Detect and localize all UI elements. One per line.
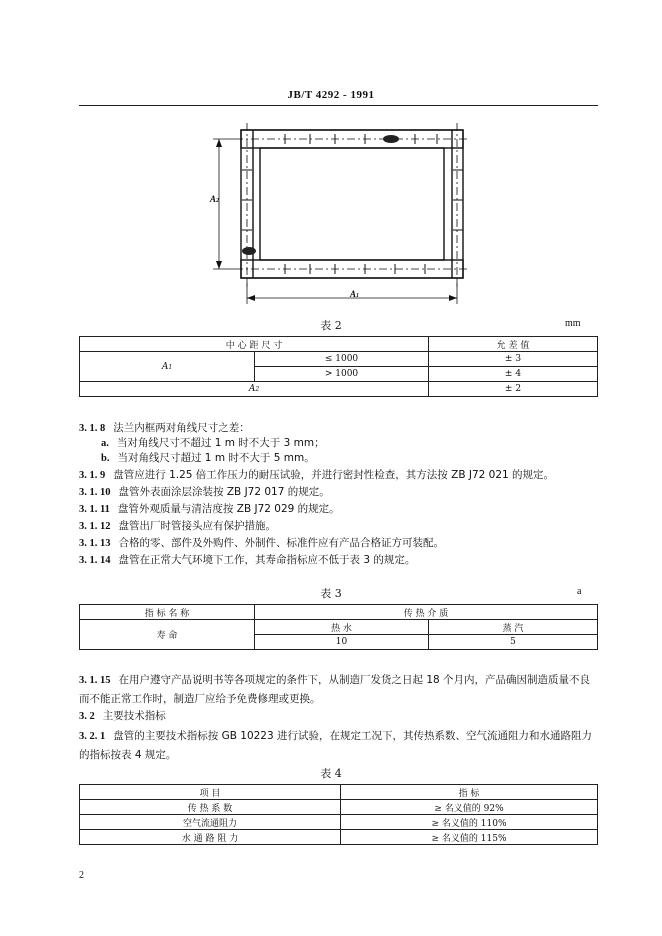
table4-value: ≥ 名义值的 92% <box>341 800 598 815</box>
table4-item: 水 通 路 阻 力 <box>80 830 341 845</box>
clause-item: 3. 1. 12 盘管出厂时管接头应有保护措施。 <box>79 520 276 532</box>
table-row <box>80 815 598 830</box>
dim-label-a2: A2 <box>210 194 220 204</box>
clause-item: 3. 1. 13 合格的零、部件及外购件、外制件、标准件应有产品合格证方可装配。 <box>79 537 444 549</box>
clause-item: 3. 1. 10 盘管外表面涂层涂装按 ZB J72 017 的规定。 <box>79 486 330 498</box>
table-row <box>80 830 598 845</box>
clause-item: 3. 1. 8 法兰内框两对角线尺寸之差： <box>79 422 250 434</box>
header-divider <box>79 105 598 106</box>
table2-row-a2: A2 <box>80 382 429 397</box>
table3-header-indicator: 指 标 名 称 <box>80 605 255 620</box>
table2-tol: ± 3 <box>429 352 598 367</box>
table4-item: 传 热 系 数 <box>80 800 341 815</box>
table3-subheader-hot-water: 热 水 <box>255 620 429 635</box>
table4 <box>79 784 598 845</box>
table3-row-life: 寿 命 <box>80 620 255 650</box>
table3-unit: a <box>577 586 582 597</box>
table3-caption: 表 3 <box>320 587 342 600</box>
table2-row-a1: A1 <box>80 352 255 382</box>
table2-tol: ± 2 <box>429 382 598 397</box>
clause-item: a. 当对角线尺寸不超过 1 m 时不大于 3 mm； <box>101 437 325 449</box>
table2 <box>79 336 598 397</box>
standard-code-header: JB/T 4292 - 1991 <box>287 89 375 101</box>
table2-tol: ± 4 <box>429 367 598 382</box>
table2-cond: > 1000 <box>255 367 429 382</box>
clause-item: 3. 1. 11 盘管外观质量与清洁度按 ZB J72 029 的规定。 <box>79 503 340 515</box>
clause-item: 3. 1. 9 盘管应进行 1.25 倍工作压力的耐压试验，并进行密封性检查，其方法按 ZB J72 021 的规定。 <box>79 469 555 481</box>
clause-item: b. 当对角线尺寸超过 1 m 时不大于 5 mm。 <box>101 452 315 464</box>
table4-value: ≥ 名义值的 115% <box>341 830 598 845</box>
dim-label-a1: A1 <box>350 289 360 299</box>
frame-diagram <box>205 115 475 310</box>
table2-caption: 表 2 <box>320 319 342 332</box>
table2-cond: ≤ 1000 <box>255 352 429 367</box>
table4-header-indicator: 指 标 <box>341 785 598 800</box>
table3-header-medium: 传 热 介 质 <box>255 605 598 620</box>
page-number: 2 <box>79 870 84 881</box>
table2-header-distance: 中 心 距 尺 寸 <box>80 337 429 352</box>
table3-value-hot-water: 10 <box>255 635 429 650</box>
table3 <box>79 604 598 650</box>
table4-value: ≥ 名义值的 110% <box>341 815 598 830</box>
table4-header-item: 项 目 <box>80 785 341 800</box>
clause-item: 3. 1. 14 盘管在正常大气环境下工作，其寿命指标应不低于表 3 的规定。 <box>79 554 416 566</box>
table3-subheader-steam: 蒸 汽 <box>429 620 598 635</box>
clause-3-2-1: 3. 2. 1 盘管的主要技术指标按 GB 10223 进行试验，在规定工况下，其传热系数、空气流通阻力和水通路阻力的指标按表 4 规定。 <box>79 730 593 761</box>
table-row <box>80 800 598 815</box>
table2-header-tolerance: 允 差 值 <box>429 337 598 352</box>
clause-list <box>79 421 599 568</box>
table2-unit: mm <box>565 318 581 329</box>
section-3-2: 3. 2 主要技术指标 <box>79 710 166 722</box>
table4-item: 空气流通阻力 <box>80 815 341 830</box>
clause-3-1-15: 3. 1. 15 在用户遵守产品说明书等各项规定的条件下，从制造厂发货之日起 18 个月内，产品确因制造质量不良而不能正常工作时，制造厂应给予免费修理或更换。 <box>79 674 591 705</box>
table4-caption: 表 4 <box>320 767 342 780</box>
table3-value-steam: 5 <box>429 635 598 650</box>
